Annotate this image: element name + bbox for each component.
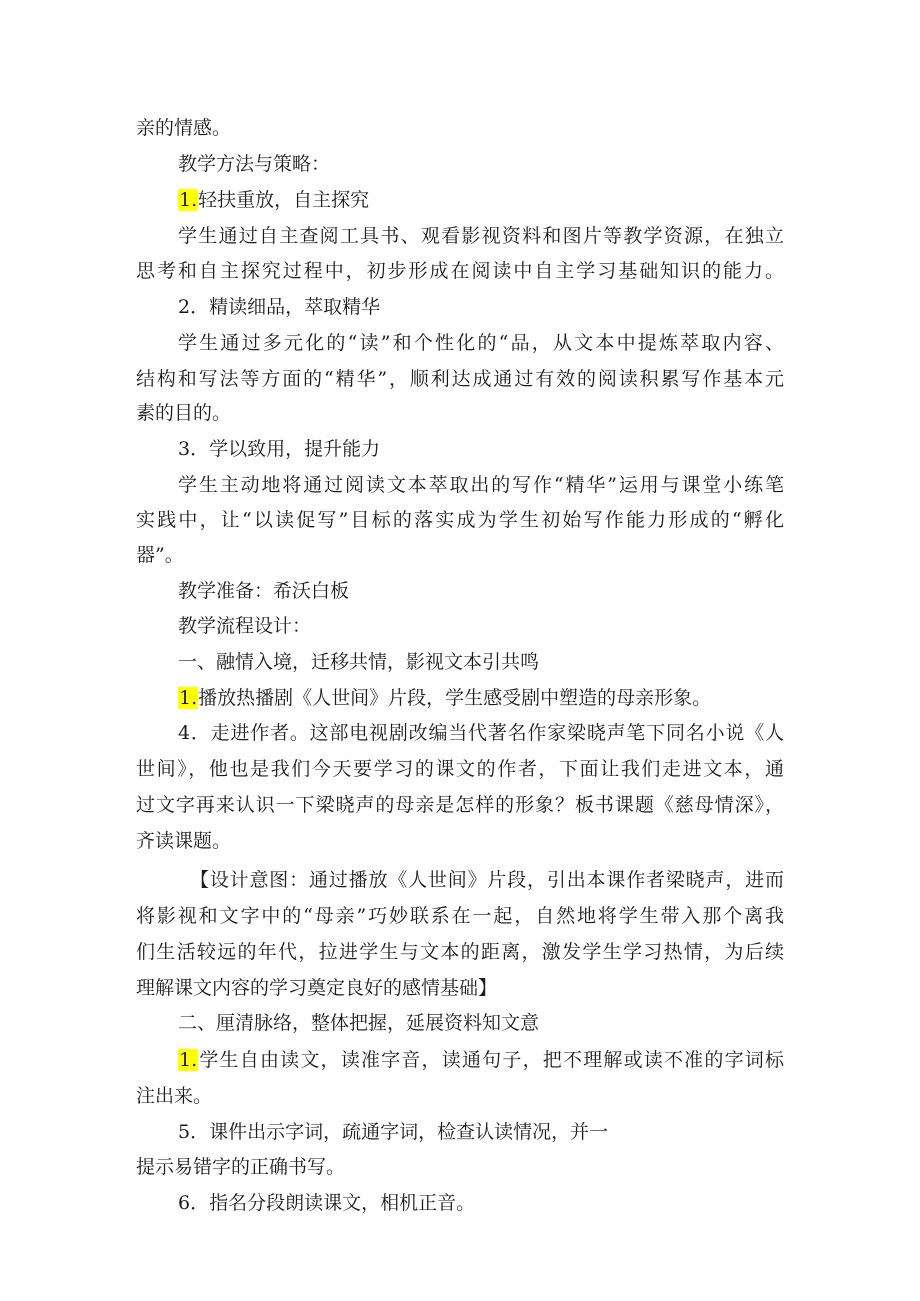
section-heading: 二、厘清脉络，整体把握，延展资料知文意 xyxy=(178,1012,540,1034)
list-item xyxy=(178,1047,784,1073)
section-heading: 教学方法与策略： xyxy=(178,153,331,175)
design-note-line: 们生活较远的年代，拉进学生与文本的距离，激发学生学习热情，为后续 xyxy=(136,941,784,963)
design-note-line: 理解课文内容的学习奠定良好的感情基础】 xyxy=(136,977,498,999)
list-item: 2．精读细品，萃取精华 xyxy=(178,296,381,318)
list-number-highlight: 1. xyxy=(179,189,198,211)
list-number-highlight: 1. xyxy=(179,1049,198,1071)
text-line: 亲的情感。 xyxy=(136,117,232,139)
text-line: 实践中，让“以读促写”目标的落实成为学生初始写作能力形成的“孵化 xyxy=(136,509,784,531)
list-item xyxy=(178,685,711,711)
section-heading: 一、融情入境，迁移共情，影视文本引共鸣 xyxy=(178,651,540,673)
text-line: 器”。 xyxy=(136,544,184,566)
text-line: 学生通过自主查阅工具书、观看影视资料和图片等教学资源，在独立 xyxy=(178,225,784,247)
design-note-line: 【设计意图：通过播放《人世间》片段，引出本课作者梁晓声，进而 xyxy=(190,869,784,891)
text-line: 世间》，他也是我们今天要学习的课文的作者，下面让我们走进文本，通 xyxy=(136,758,784,780)
list-item-text: 播放热播剧《人世间》片段，学生感受剧中塑造的母亲形象。 xyxy=(198,687,712,709)
text-line: 教学准备：希沃白板 xyxy=(178,580,350,602)
list-item-text: 轻扶重放，自主探究 xyxy=(198,189,370,211)
text-line: 提示易错字的正确书写。 xyxy=(136,1156,346,1178)
text-line: 4．走进作者。这部电视剧改编当代著名作家梁晓声笔下同名小说《人 xyxy=(178,722,784,744)
list-item-text: 学生自由读文，读准字音，读通句子，把不理解或读不准的字词标 xyxy=(198,1049,784,1071)
section-heading: 教学流程设计： xyxy=(178,615,312,637)
text-line: 思考和自主探究过程中，初步形成在阅读中自主学习基础知识的能力。 xyxy=(136,260,784,282)
text-line: 注出来。 xyxy=(136,1085,213,1107)
text-line: 学生主动地将通过阅读文本萃取出的写作“精华”运用与课堂小练笔 xyxy=(178,474,784,496)
list-number-highlight: 1. xyxy=(179,687,198,709)
text-line: 素的目的。 xyxy=(136,402,232,424)
list-item: 6．指名分段朗读课文，相机正音。 xyxy=(178,1192,476,1214)
text-line: 学生通过多元化的“读”和个性化的“品，从文本中提炼萃取内容、 xyxy=(178,332,784,354)
design-note-line: 将影视和文字中的“母亲”巧妙联系在一起，自然地将学生带入那个离我 xyxy=(136,905,784,927)
list-item: 3．学以致用，提升能力 xyxy=(178,438,381,460)
text-line: 结构和写法等方面的“精华”，顺利达成通过有效的阅读积累写作基本元 xyxy=(136,368,784,390)
text-line: 齐读课题。 xyxy=(136,830,232,852)
text-line: 过文字再来认识一下梁晓声的母亲是怎样的形象？板书课题《慈母情深》， xyxy=(136,794,784,816)
list-item xyxy=(178,187,369,213)
list-item: 5．课件出示字词，疏通字词，检查认读情况，并一 xyxy=(178,1121,609,1143)
